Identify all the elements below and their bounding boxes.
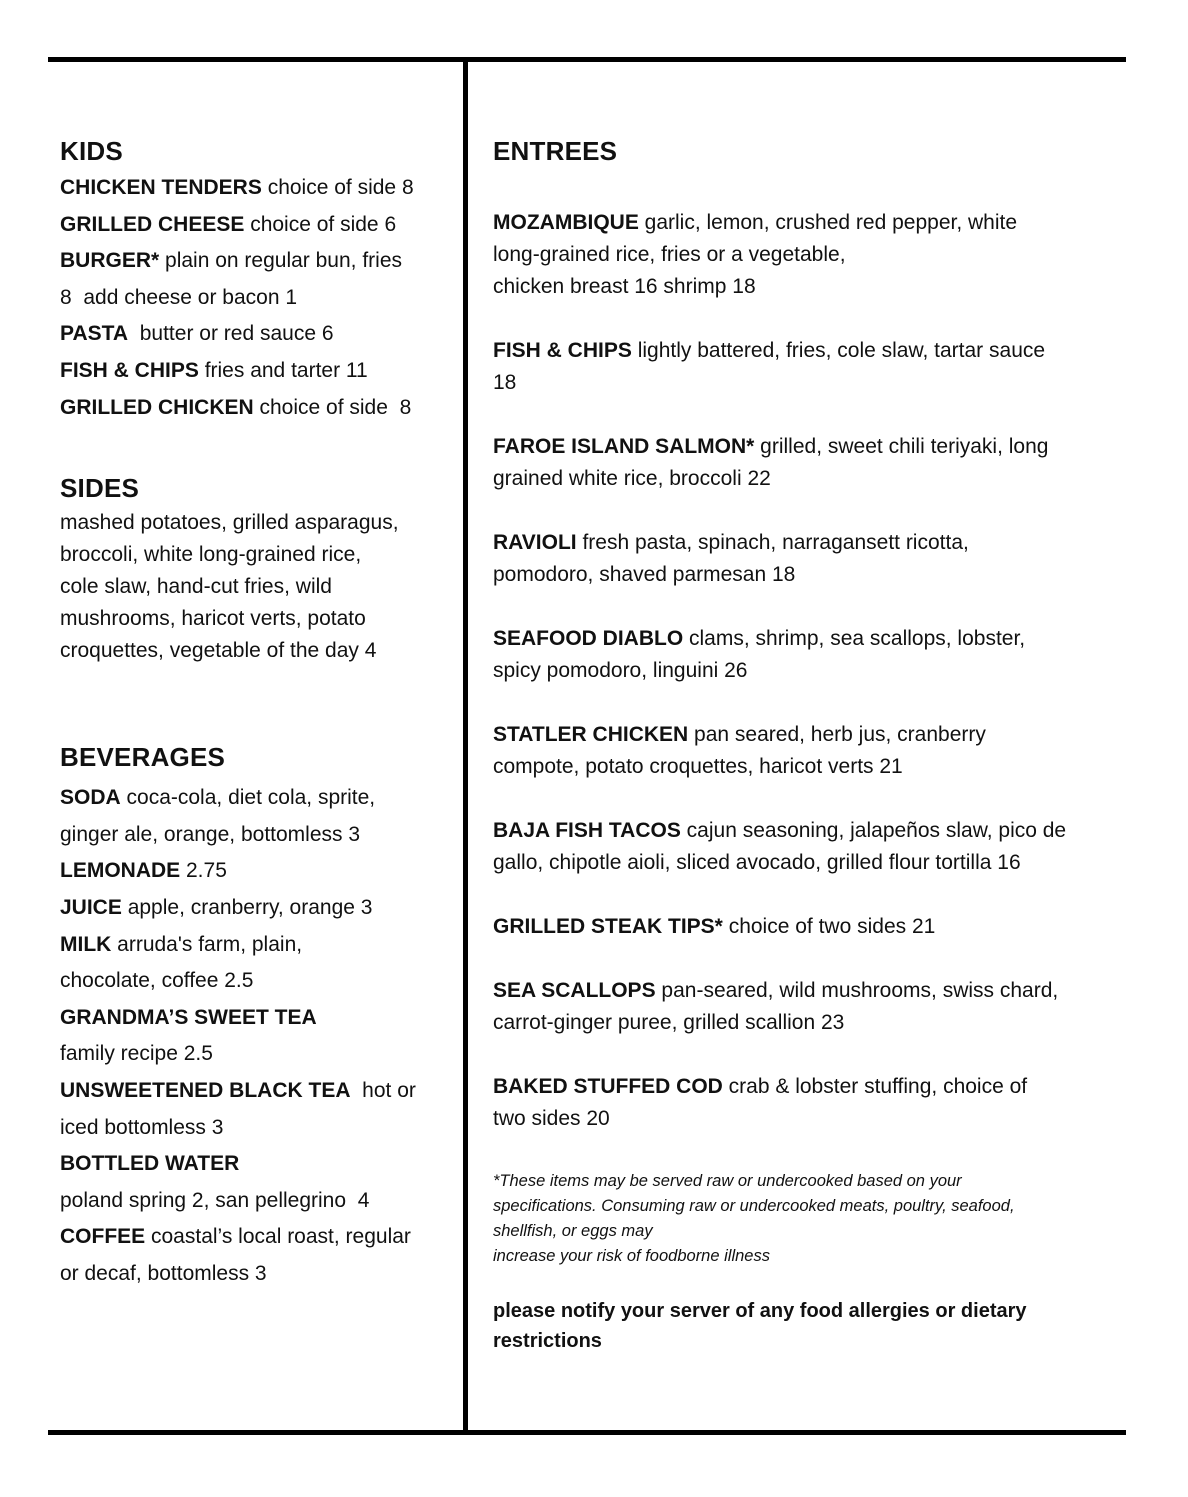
entree-mozambique: MOZAMBIQUE garlic, lemon, crushed red pepper, white long-grained rice, fries or a vegetable, chicken breast 16 shrimp 18 — [493, 211, 1018, 298]
kids-title: KIDS — [60, 136, 123, 166]
kids-item: BURGER* plain on regular bun, fries — [60, 249, 402, 273]
sides-line: croquettes, vegetable of the day 4 — [60, 639, 377, 663]
sides-line: mashed potatoes, grilled asparagus, — [60, 511, 399, 535]
sides-line: broccoli, white long-grained rice, — [60, 543, 362, 567]
allergy-notice: please notify your server of any food allergies or dietary restrictions — [493, 1300, 1027, 1352]
beverage-line: poland spring 2, san pellegrino 4 — [60, 1188, 370, 1212]
beverage-line: BOTTLED WATER — [60, 1152, 240, 1176]
raw-food-disclaimer: *These items may be served raw or undercooked based on your specifications. Consuming raw or undercooked meats, poultry, seafood, shellfish, or eggs may increase your risk of foodborne illness — [493, 1172, 1015, 1265]
bottom-rule — [48, 1430, 1126, 1435]
entree-grilled-steak-tips: GRILLED STEAK TIPS* choice of two sides 21 — [493, 915, 936, 938]
beverage-line: iced bottomless 3 — [60, 1115, 224, 1139]
sides-line: mushrooms, haricot verts, potato — [60, 607, 366, 631]
beverage-line: JUICE apple, cranberry, orange 3 — [60, 895, 373, 919]
entrees-title: ENTREES — [493, 136, 618, 166]
entree-faroe-island-salmon: FAROE ISLAND SALMON* grilled, sweet chili teriyaki, long grained white rice, broccoli 22 — [493, 435, 1049, 490]
kids-item: CHICKEN TENDERS choice of side 8 — [60, 176, 414, 199]
entree-statler-chicken: STATLER CHICKEN pan seared, herb jus, cranberry compote, potato croquettes, haricot verts 21 — [493, 723, 986, 778]
kids-item: GRILLED CHICKEN choice of side 8 — [60, 395, 412, 419]
entree-seafood-diablo: SEAFOOD DIABLO clams, shrimp, sea scallops, lobster, spicy pomodoro, linguini 26 — [493, 627, 1026, 682]
column-divider — [463, 57, 468, 1435]
beverage-line: UNSWEETENED BLACK TEA hot or — [60, 1078, 416, 1102]
kids-list — [60, 170, 455, 426]
beverage-line: ginger ale, orange, bottomless 3 — [60, 822, 361, 846]
beverages-list — [60, 780, 455, 1292]
entree-ravioli: RAVIOLI fresh pasta, spinach, narragansett ricotta, pomodoro, shaved parmesan 18 — [493, 531, 969, 586]
left-column — [60, 132, 455, 1292]
entrees-list — [493, 207, 1123, 1135]
kids-item: PASTA butter or red sauce 6 — [60, 322, 334, 346]
beverage-line: COFFEE coastal’s local roast, regular — [60, 1225, 411, 1249]
kids-item: 8 add cheese or bacon 1 — [60, 285, 298, 309]
beverage-line: SODA coca-cola, diet cola, sprite, — [60, 786, 376, 810]
beverage-line: family recipe 2.5 — [60, 1042, 213, 1066]
kids-item: FISH & CHIPS fries and tarter 11 — [60, 358, 368, 382]
kids-item: GRILLED CHEESE choice of side 6 — [60, 212, 397, 236]
right-column — [493, 132, 1123, 1356]
beverages-title: BEVERAGES — [60, 742, 226, 773]
entree-baja-fish-tacos: BAJA FISH TACOS cajun seasoning, jalapeños slaw, pico de gallo, chipotle aioli, sliced avocado, grilled flour tortilla 16 — [493, 819, 1067, 874]
entree-sea-scallops: SEA SCALLOPS pan-seared, wild mushrooms, swiss chard, carrot-ginger puree, grilled scallion 23 — [493, 979, 1059, 1034]
beverage-line: LEMONADE 2.75 — [60, 859, 227, 883]
beverage-line: or decaf, bottomless 3 — [60, 1261, 267, 1285]
sides-title: SIDES — [60, 473, 140, 504]
beverage-line: GRANDMA’S SWEET TEA — [60, 1005, 317, 1029]
sides-list — [60, 507, 455, 667]
top-rule — [48, 57, 1126, 62]
beverage-line: MILK arruda's farm, plain, — [60, 932, 303, 956]
beverage-line: chocolate, coffee 2.5 — [60, 969, 254, 993]
entree-baked-stuffed-cod: BAKED STUFFED COD crab & lobster stuffing, choice of two sides 20 — [493, 1075, 1028, 1130]
entree-fish-and-chips: FISH & CHIPS lightly battered, fries, cole slaw, tartar sauce 18 — [493, 339, 1046, 394]
sides-line: cole slaw, hand-cut fries, wild — [60, 575, 332, 599]
